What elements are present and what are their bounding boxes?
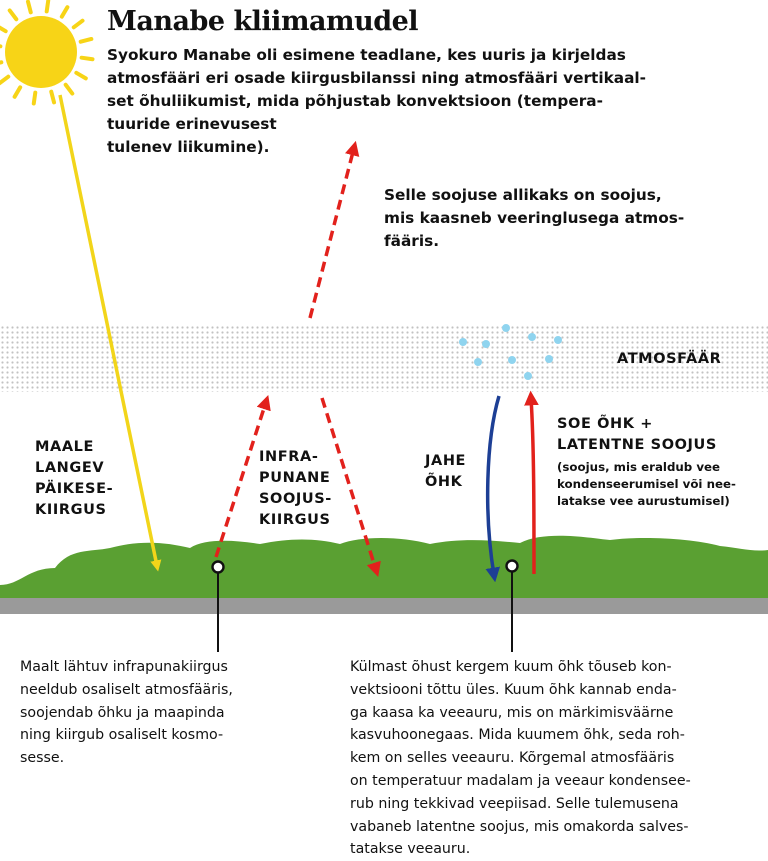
warm-air-note: (soojus, mis eraldub vee kondenseerumisel või nee- latakse vee aurustumisel) [557,459,736,510]
droplet [545,355,553,363]
heat-source-line: mis kaasneb veeringlusega atmos- [384,207,684,230]
droplet [508,356,516,364]
droplet [482,340,490,348]
droplet [502,324,510,332]
grass-layer [0,536,768,598]
heat-source-line: Selle soojuse allikaks on soojus, [384,184,684,207]
heat-source-line: fääris. [384,230,684,253]
intro-text [107,44,646,159]
sun-ray [66,85,73,94]
sun-ray [81,39,92,42]
sun-ray [0,62,1,65]
droplet [528,333,536,341]
caption-line: tatakse veeauru. [350,838,691,861]
sun-ray [51,92,54,103]
caption-line: vabaneb latentne soojus, mis omakorda salves- [350,816,691,839]
ground-layer [0,598,768,614]
sun-ray [82,58,93,60]
intro-line: tuuride erinevusest [107,113,646,136]
atmosphere-label: ATMOSFÄÄR [617,349,721,369]
caption-line: ning kiirgub osaliselt kosmo- [20,724,233,747]
solar-radiation-label: MAALE LANGEV PÄIKESE- KIIRGUS [35,437,113,521]
caption-line: ga kaasa ka veeauru, mis on märkimisväärne [350,702,691,725]
caption-line: rub ning tekkivad veepiisad. Selle tulemusena [350,793,691,816]
sun-ray [47,1,49,12]
sun-ray [28,2,31,13]
caption-line: neeldub osaliselt atmosfääris, [20,679,233,702]
caption-line: sesse. [20,747,233,770]
heat-source-text [384,184,684,253]
infrared-radiation-label: INFRA- PUNANE SOOJUS- KIIRGUS [259,447,332,531]
left-caption [20,656,233,770]
intro-line: set õhuliikumist, mida põhjustab konvektsioon (tempera- [107,90,646,113]
sun-ray [0,26,6,32]
droplet [554,336,562,344]
sun-ray [62,7,68,16]
caption-line: soojendab õhku ja maapinda [20,702,233,725]
diagram-title: Manabe kliimamudel [107,6,418,37]
sun-ray [10,10,17,19]
caption-line: Maalt lähtuv infrapunakiirgus [20,656,233,679]
right-caption [350,656,691,861]
caption-line: kasvuhoonegaas. Mida kuumem õhk, seda roh- [350,724,691,747]
intro-line: tulenev liikumine). [107,136,646,159]
caption-line: Külmast õhust kergem kuum õhk tõuseb kon- [350,656,691,679]
droplet [459,338,467,346]
sun-ray [0,77,8,84]
intro-line: Syokuro Manabe oli esimene teadlane, kes uuris ja kirjeldas [107,44,646,67]
sun-ray [74,21,83,28]
sun-ray [76,73,85,79]
sun-ray [34,93,36,104]
left-caption-dot [213,562,224,573]
droplet [524,372,532,380]
cold-air-label: JAHE ÕHK [425,451,466,493]
droplet [474,358,482,366]
infrared-up-arrow-to-space [310,148,354,318]
caption-line: kem on selles veeauru. Kõrgemal atmosfääris [350,747,691,770]
caption-line: vektsiooni tõttu üles. Kuum õhk kannab enda- [350,679,691,702]
sun-icon [0,1,92,104]
warm-air-label: SOE ÕHK + LATENTNE SOOJUS [557,414,717,456]
right-caption-dot [507,561,518,572]
caption-line: on temperatuur madalam ja veeaur kondensee- [350,770,691,793]
sun-ray [15,87,21,96]
intro-line: atmosfääri eri osade kiirgusbilanssi ning atmosfääri vertikaal- [107,67,646,90]
